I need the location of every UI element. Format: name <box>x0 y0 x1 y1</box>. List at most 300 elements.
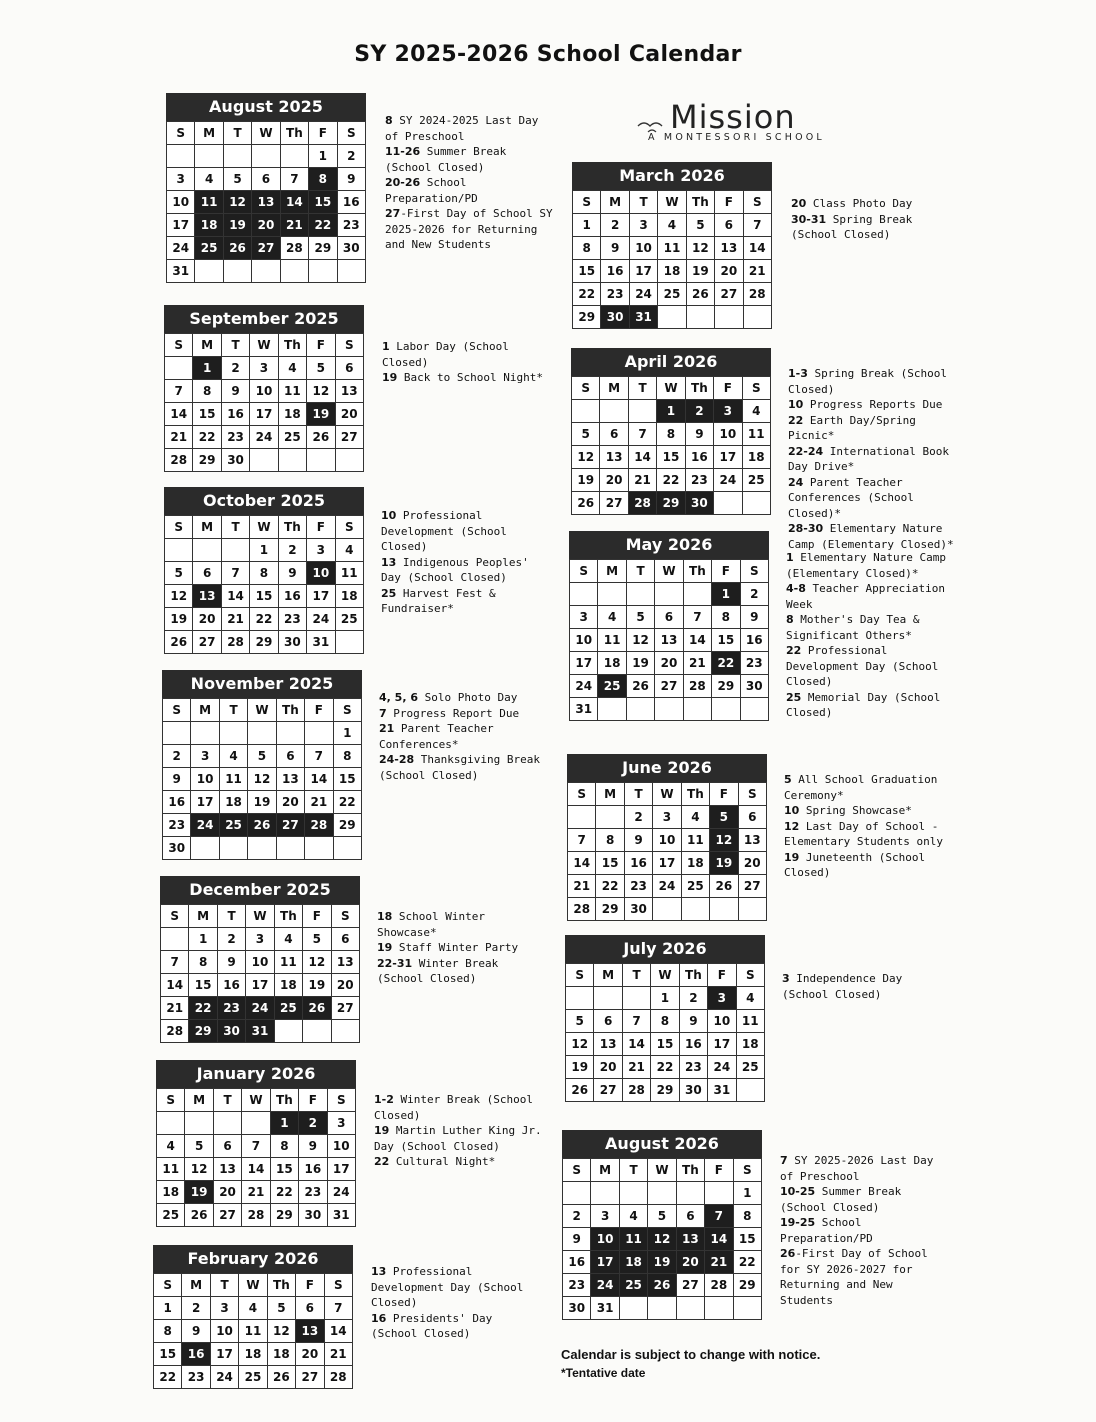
day-cell: 31 <box>167 260 195 283</box>
week-row <box>572 423 771 446</box>
day-cell: 15 <box>733 1228 761 1251</box>
day-cell: 8 <box>651 1010 679 1033</box>
day-cell <box>742 492 770 515</box>
day-cell: 14 <box>622 1033 650 1056</box>
day-cell: 16 <box>601 260 629 283</box>
weekday-label: S <box>736 964 764 987</box>
week-row <box>157 1181 356 1204</box>
day-cell: 18 <box>274 974 302 997</box>
day-cell: 15 <box>596 852 624 875</box>
day-cell: 2 <box>299 1112 327 1135</box>
day-cell <box>596 806 624 829</box>
day-cell <box>167 145 195 168</box>
day-cell: 31 <box>246 1020 274 1043</box>
weekday-label: W <box>657 377 685 400</box>
event-date: 22-31 <box>377 956 413 970</box>
day-cell <box>653 898 681 921</box>
day-cell <box>736 1079 764 1102</box>
weekday-label: W <box>250 334 278 357</box>
event-date: 10 <box>381 509 397 522</box>
day-cell: 30 <box>217 1020 245 1043</box>
event-description: School Preparation/PD <box>780 1216 873 1245</box>
event-note <box>788 444 958 475</box>
weekday-label: M <box>596 783 624 806</box>
event-description: All School Graduation Ceremony* <box>784 773 938 802</box>
day-cell: 22 <box>154 1366 182 1389</box>
day-cell: 13 <box>213 1158 241 1181</box>
day-cell: 4 <box>157 1135 185 1158</box>
day-cell: 9 <box>163 768 191 791</box>
event-note <box>788 397 958 413</box>
event-note <box>381 586 551 617</box>
week-row <box>563 1205 762 1228</box>
day-cell: 3 <box>570 606 598 629</box>
weekday-label: W <box>250 516 278 539</box>
day-cell: 4 <box>736 987 764 1010</box>
day-cell: 12 <box>303 951 331 974</box>
event-date: 7 <box>780 1154 788 1167</box>
weekday-label: F <box>307 516 335 539</box>
weekday-label: F <box>309 122 337 145</box>
day-cell <box>648 1182 676 1205</box>
day-cell: 15 <box>333 768 361 791</box>
day-cell: 11 <box>335 562 363 585</box>
event-description: Harvest Fest & Fundraiser* <box>381 586 496 615</box>
day-cell: 19 <box>566 1056 594 1079</box>
day-cell <box>619 1182 647 1205</box>
day-cell: 16 <box>337 191 365 214</box>
day-cell <box>219 837 247 860</box>
day-cell: 25 <box>658 283 686 306</box>
day-cell: 29 <box>657 492 685 515</box>
weekday-label: M <box>193 516 221 539</box>
day-cell: 27 <box>331 997 359 1020</box>
day-cell: 11 <box>619 1228 647 1251</box>
event-date: 10 <box>788 398 804 411</box>
week-row <box>154 1320 353 1343</box>
event-date: 3 <box>782 972 790 985</box>
week-row <box>167 237 366 260</box>
day-cell: 21 <box>568 875 596 898</box>
event-date: 13 <box>381 555 397 569</box>
day-cell: 14 <box>743 237 771 260</box>
day-cell: 20 <box>331 974 359 997</box>
day-cell <box>242 1112 270 1135</box>
event-note <box>784 803 954 819</box>
day-cell: 30 <box>163 837 191 860</box>
day-cell: 9 <box>740 606 768 629</box>
day-cell: 24 <box>714 469 742 492</box>
day-cell: 7 <box>324 1297 352 1320</box>
day-cell: 27 <box>213 1204 241 1227</box>
day-cell: 24 <box>246 997 274 1020</box>
day-cell: 16 <box>278 585 306 608</box>
event-description: Labor Day (School Closed) <box>382 340 509 369</box>
weekday-label: F <box>303 905 331 928</box>
day-cell: 24 <box>570 675 598 698</box>
day-cell: 2 <box>163 745 191 768</box>
day-cell <box>185 1112 213 1135</box>
day-cell: 28 <box>743 283 771 306</box>
event-note <box>379 721 549 752</box>
day-cell: 17 <box>307 585 335 608</box>
day-cell: 28 <box>324 1366 352 1389</box>
event-description: Winter Break (School Closed) <box>374 1093 533 1122</box>
week-row <box>165 562 364 585</box>
week-row <box>154 1366 353 1389</box>
day-cell: 14 <box>280 191 308 214</box>
day-cell: 25 <box>598 675 626 698</box>
day-cell: 6 <box>213 1135 241 1158</box>
weekday-label: S <box>163 699 191 722</box>
day-cell <box>195 145 223 168</box>
day-cell: 22 <box>573 283 601 306</box>
day-cell: 5 <box>626 606 654 629</box>
weekday-label: S <box>563 1159 591 1182</box>
weekday-label: F <box>712 560 740 583</box>
day-cell <box>213 1112 241 1135</box>
day-cell: 11 <box>219 768 247 791</box>
day-cell: 4 <box>278 357 306 380</box>
week-row <box>165 631 364 654</box>
event-description: Summer Break (School Closed) <box>780 1185 902 1214</box>
event-date: 22 <box>786 644 802 657</box>
day-cell: 30 <box>337 237 365 260</box>
day-cell: 5 <box>223 168 251 191</box>
day-cell: 29 <box>193 449 221 472</box>
day-cell <box>303 1020 331 1043</box>
weekday-label: W <box>242 1089 270 1112</box>
day-cell: 28 <box>280 237 308 260</box>
day-cell: 8 <box>270 1135 298 1158</box>
week-row <box>157 1112 356 1135</box>
weekday-label: W <box>651 964 679 987</box>
day-cell: 21 <box>324 1343 352 1366</box>
month-title: August 2026 <box>562 1130 762 1158</box>
week-row <box>573 214 772 237</box>
week-row <box>163 791 362 814</box>
day-cell: 2 <box>563 1205 591 1228</box>
event-date: 22-24 <box>788 444 824 458</box>
day-cell: 18 <box>278 403 306 426</box>
event-date: 13 <box>371 1265 387 1278</box>
event-note <box>377 940 547 956</box>
day-cell: 2 <box>740 583 768 606</box>
day-cell: 25 <box>274 997 302 1020</box>
event-date: 24-28 <box>379 753 415 766</box>
day-cell: 22 <box>250 608 278 631</box>
event-note <box>379 706 549 722</box>
event-date: 21 <box>379 722 395 735</box>
day-cell <box>705 1182 733 1205</box>
tentative-note: *Tentative date <box>561 1366 646 1380</box>
day-cell: 11 <box>658 237 686 260</box>
day-cell: 22 <box>189 997 217 1020</box>
day-cell: 13 <box>296 1320 324 1343</box>
event-note <box>379 752 549 783</box>
day-cell: 20 <box>600 469 628 492</box>
month-title: October 2025 <box>164 487 364 515</box>
month-notes <box>377 909 547 987</box>
day-cell: 19 <box>248 791 276 814</box>
weekday-label: S <box>327 1089 355 1112</box>
day-cell: 13 <box>655 629 683 652</box>
week-row <box>572 400 771 423</box>
weekday-label: S <box>568 783 596 806</box>
day-cell: 10 <box>191 768 219 791</box>
weekday-label: S <box>738 783 766 806</box>
day-cell: 7 <box>743 214 771 237</box>
day-cell: 22 <box>270 1181 298 1204</box>
day-cell: 23 <box>221 426 249 449</box>
day-cell: 4 <box>195 168 223 191</box>
day-cell: 26 <box>248 814 276 837</box>
day-cell <box>165 539 193 562</box>
weekday-label: S <box>161 905 189 928</box>
event-description: Juneteenth (School Closed) <box>784 850 926 879</box>
month-title: November 2025 <box>162 670 362 698</box>
day-cell: 13 <box>738 829 766 852</box>
month-calendar <box>164 305 364 472</box>
event-date: 19 <box>382 371 398 384</box>
event-note <box>784 772 954 803</box>
week-row <box>165 608 364 631</box>
day-cell: 23 <box>182 1366 210 1389</box>
day-cell <box>163 722 191 745</box>
day-cell: 13 <box>676 1228 704 1251</box>
day-cell: 4 <box>742 400 770 423</box>
week-row <box>563 1297 762 1320</box>
day-cell: 8 <box>573 237 601 260</box>
event-date: 1 <box>382 340 390 353</box>
day-cell: 21 <box>628 469 656 492</box>
weekday-label: F <box>710 783 738 806</box>
week-row <box>157 1204 356 1227</box>
day-cell: 11 <box>274 951 302 974</box>
day-cell <box>681 898 709 921</box>
day-cell: 28 <box>242 1204 270 1227</box>
day-cell: 4 <box>335 539 363 562</box>
day-cell: 4 <box>619 1205 647 1228</box>
day-cell: 28 <box>622 1079 650 1102</box>
day-cell: 7 <box>705 1205 733 1228</box>
event-note <box>374 1123 544 1154</box>
weekday-label: W <box>239 1274 267 1297</box>
day-cell <box>165 357 193 380</box>
day-cell: 21 <box>221 608 249 631</box>
day-cell: 30 <box>221 449 249 472</box>
weekday-header-row <box>163 699 362 722</box>
week-row <box>570 675 769 698</box>
day-cell: 28 <box>305 814 333 837</box>
week-row <box>563 1251 762 1274</box>
week-row <box>573 237 772 260</box>
day-cell: 3 <box>591 1205 619 1228</box>
event-date: 19 <box>784 850 800 864</box>
event-description: Independence Day (School Closed) <box>782 972 903 1001</box>
day-cell <box>276 722 304 745</box>
day-cell <box>333 837 361 860</box>
event-description: Progress Report Due <box>386 706 520 720</box>
day-cell: 7 <box>622 1010 650 1033</box>
event-description: Professional Development Day (School Closed) <box>786 644 939 688</box>
event-note <box>371 1264 541 1311</box>
week-row <box>572 492 771 515</box>
day-cell: 11 <box>195 191 223 214</box>
day-cell <box>655 698 683 721</box>
day-cell: 10 <box>250 380 278 403</box>
day-cell: 23 <box>563 1274 591 1297</box>
day-cell: 8 <box>309 168 337 191</box>
day-cell <box>223 260 251 283</box>
event-description: Staff Winter Party <box>392 941 519 954</box>
day-cell: 26 <box>566 1079 594 1102</box>
day-cell: 26 <box>185 1204 213 1227</box>
day-cell: 6 <box>252 168 280 191</box>
event-date: 24 <box>788 475 804 489</box>
day-cell: 30 <box>624 898 652 921</box>
event-date: 26 <box>780 1247 796 1260</box>
event-description: Parent Teacher Conferences* <box>379 722 494 751</box>
day-cell: 12 <box>267 1320 295 1343</box>
day-cell: 1 <box>154 1297 182 1320</box>
day-cell: 24 <box>191 814 219 837</box>
day-cell: 21 <box>305 791 333 814</box>
event-note <box>782 971 952 1002</box>
day-cell: 21 <box>165 426 193 449</box>
event-description: Professional Development (School Closed) <box>381 509 507 553</box>
day-cell: 11 <box>742 423 770 446</box>
day-cell: 1 <box>309 145 337 168</box>
day-cell <box>648 1297 676 1320</box>
day-cell: 10 <box>629 237 657 260</box>
event-note <box>377 909 547 940</box>
weekday-label: S <box>331 905 359 928</box>
day-cell: 9 <box>624 829 652 852</box>
day-cell: 3 <box>653 806 681 829</box>
event-date: 8 <box>385 114 393 127</box>
event-note <box>381 555 551 586</box>
week-row <box>563 1274 762 1297</box>
weekday-label: T <box>213 1089 241 1112</box>
event-description: Spring Break (School Closed) <box>788 367 947 396</box>
day-cell: 7 <box>280 168 308 191</box>
day-cell: 23 <box>740 652 768 675</box>
event-date: 19-25 <box>780 1216 816 1229</box>
day-cell: 13 <box>193 585 221 608</box>
weekday-label: Th <box>280 122 308 145</box>
weekday-label: T <box>221 334 249 357</box>
week-row <box>568 898 767 921</box>
day-cell <box>743 306 771 329</box>
day-cell: 10 <box>327 1135 355 1158</box>
day-cell <box>676 1182 704 1205</box>
weekday-label: T <box>217 905 245 928</box>
day-cell: 26 <box>648 1274 676 1297</box>
event-description: SY 2024-2025 Last Day of Preschool <box>385 114 539 143</box>
day-cell: 18 <box>195 214 223 237</box>
weekday-label: W <box>252 122 280 145</box>
day-cell: 2 <box>221 357 249 380</box>
day-cell: 16 <box>182 1343 210 1366</box>
weekday-label: F <box>708 964 736 987</box>
week-row <box>165 426 364 449</box>
day-cell: 20 <box>655 652 683 675</box>
day-cell: 17 <box>708 1033 736 1056</box>
day-cell <box>276 837 304 860</box>
weekday-label: M <box>600 377 628 400</box>
event-note <box>780 1184 950 1215</box>
event-description: Presidents' Day (School Closed) <box>371 1311 493 1340</box>
month-calendar <box>562 1130 762 1320</box>
day-cell: 15 <box>250 585 278 608</box>
day-cell: 28 <box>165 449 193 472</box>
day-cell: 14 <box>305 768 333 791</box>
weekday-label: Th <box>683 560 711 583</box>
day-cell: 17 <box>167 214 195 237</box>
weekday-label: W <box>248 699 276 722</box>
day-cell: 24 <box>327 1181 355 1204</box>
day-cell: 5 <box>710 806 738 829</box>
day-cell: 5 <box>686 214 714 237</box>
day-cell: 8 <box>189 951 217 974</box>
event-description: Class Photo Day <box>806 197 913 210</box>
weekday-header-row <box>161 905 360 928</box>
day-cell: 29 <box>651 1079 679 1102</box>
event-description: Parent Teacher Conferences (School Closed)* <box>788 475 914 520</box>
day-cell <box>331 1020 359 1043</box>
month-title: December 2025 <box>160 876 360 904</box>
day-cell <box>278 449 306 472</box>
day-cell: 12 <box>572 446 600 469</box>
day-cell: 3 <box>167 168 195 191</box>
month-title: February 2026 <box>153 1245 353 1273</box>
day-cell: 29 <box>189 1020 217 1043</box>
month-calendar <box>571 348 771 515</box>
week-row <box>167 260 366 283</box>
week-row <box>165 357 364 380</box>
day-cell: 6 <box>738 806 766 829</box>
weekday-label: F <box>714 377 742 400</box>
day-cell: 8 <box>193 380 221 403</box>
event-note <box>786 690 956 721</box>
weekday-label: S <box>333 699 361 722</box>
month-notes <box>791 196 961 243</box>
day-cell <box>570 583 598 606</box>
day-cell <box>622 987 650 1010</box>
event-date: 1-3 <box>788 367 808 380</box>
day-cell: 9 <box>601 237 629 260</box>
day-cell: 1 <box>189 928 217 951</box>
day-cell <box>274 1020 302 1043</box>
day-cell: 20 <box>594 1056 622 1079</box>
day-cell: 14 <box>705 1228 733 1251</box>
day-cell: 19 <box>223 214 251 237</box>
weekday-label: Th <box>270 1089 298 1112</box>
day-cell <box>738 898 766 921</box>
event-description: Memorial Day (School Closed) <box>786 690 941 719</box>
day-cell: 25 <box>278 426 306 449</box>
weekday-label: Th <box>274 905 302 928</box>
event-description: School Preparation/PD <box>385 176 478 205</box>
event-note <box>780 1215 950 1246</box>
weekday-header-row <box>167 122 366 145</box>
event-note <box>377 956 547 987</box>
day-cell: 26 <box>165 631 193 654</box>
day-cell: 19 <box>165 608 193 631</box>
month-notes <box>784 772 954 881</box>
weekday-label: Th <box>686 191 714 214</box>
